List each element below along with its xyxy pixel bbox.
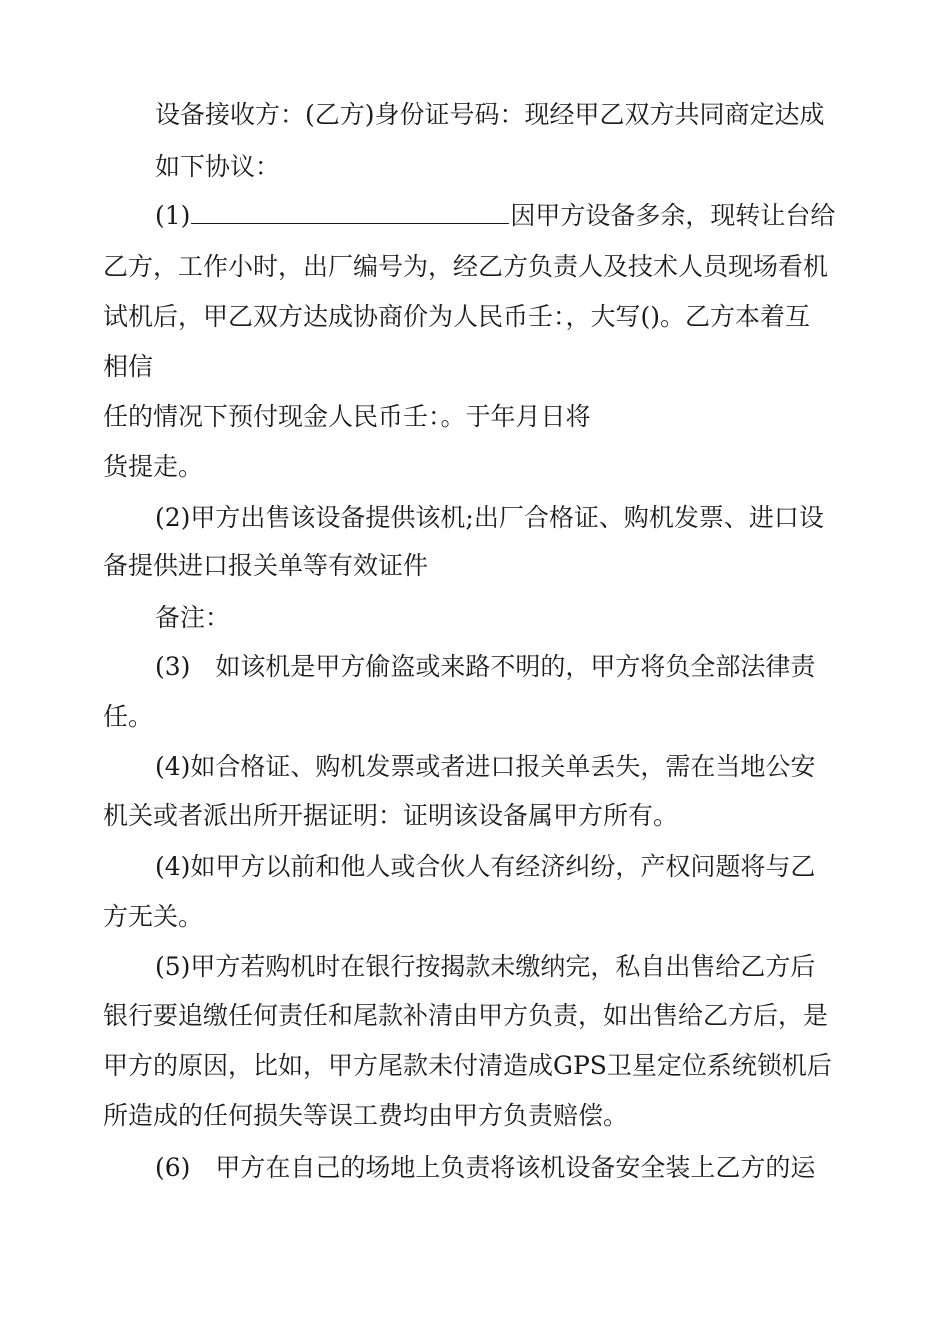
text-line-12: (3) 如该机是甲方偷盗或来路不明的，甲方将负全部法律责 [155, 652, 816, 681]
text-line-19: 银行要追缴任何责任和尾款补清由甲方负责，如出售给乙方后，是 [103, 1001, 829, 1030]
clause-text: 因甲方设备多余，现转让台给 [510, 201, 836, 230]
text-line-3 [155, 201, 835, 231]
text-line-13: 任。 [103, 702, 154, 731]
text-line-1: 设备接收方：(乙方)身份证号码：现经甲乙双方共同商定达成 [155, 100, 825, 129]
text-line-17: 方无关。 [103, 902, 204, 931]
text-line-8: 货提走。 [103, 452, 204, 481]
clause-number: (1) [155, 201, 191, 230]
text-line-16: (4)如甲方以前和他人或合伙人有经济纠纷，产权问题将与乙 [155, 852, 816, 881]
text-line-18: (5)甲方若购机时在银行按揭款未缴纳完，私自出售给乙方后 [155, 952, 816, 981]
text-line-2: 如下协议： [155, 152, 281, 181]
fill-in-blank [191, 201, 509, 224]
text-line-5: 试机后，甲乙双方达成协商价为人民币壬：，大写()。乙方本着互 [103, 302, 811, 331]
text-line-11: 备注： [155, 603, 231, 632]
text-line-9: (2)甲方出售该设备提供该机;出厂合格证、购机发票、进口设 [155, 503, 824, 532]
text-line-14: (4)如合格证、购机发票或者进口报关单丢失，需在当地公安 [155, 752, 816, 781]
text-line-7: 任的情况下预付现金人民币壬：。于年月日将 [103, 402, 591, 431]
text-line-21: 所造成的任何损失等误工费均由甲方负责赔偿。 [103, 1101, 629, 1130]
text-line-6: 相信 [103, 352, 154, 381]
text-line-10: 备提供进口报关单等有效证件 [103, 551, 429, 580]
text-line-4: 乙方，工作小时，出厂编号为，经乙方负责人及技术人员现场看机 [103, 252, 829, 281]
text-line-15: 机关或者派出所开据证明：证明该设备属甲方所有。 [103, 801, 679, 830]
text-line-20: 甲方的原因，比如，甲方尾款未付清造成GPS卫星定位系统锁机后 [103, 1051, 832, 1080]
text-line-22: (6) 甲方在自己的场地上负责将该机设备安全装上乙方的运 [155, 1153, 816, 1182]
